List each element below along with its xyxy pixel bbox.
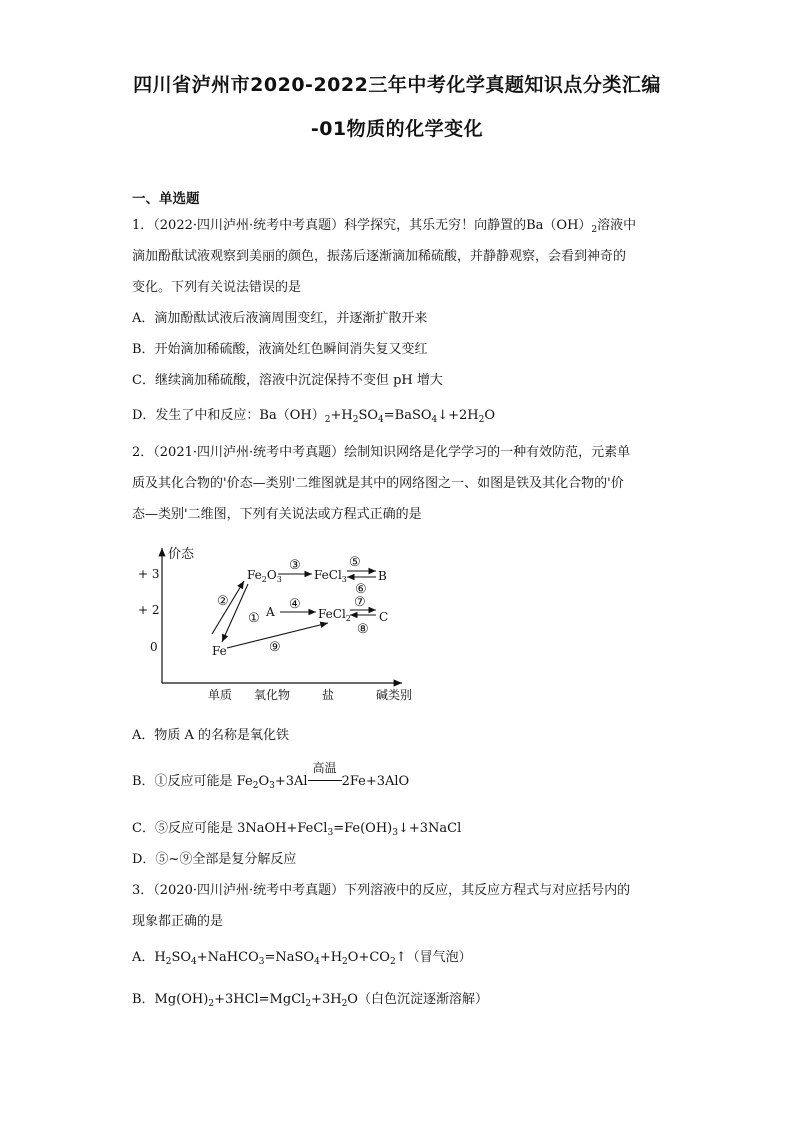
q2-stem-line-3: 态—类别'二维图，下列有关说法或方程式正确的是 xyxy=(132,507,422,522)
q2-stem-line-1: 2．（2021·四川泸州·统考中考真题）绘制知识网络是化学学习的一种有效防范，元素单 xyxy=(132,445,631,460)
q1-option-c: C．继续滴加稀硫酸，溶液中沉淀保持不变但 pH 增大 xyxy=(132,373,443,388)
node-a: A xyxy=(266,605,275,619)
y-tick-plus2: + 2 xyxy=(138,603,160,617)
label-7: ⑦ xyxy=(354,595,366,610)
y-tick-zero: 0 xyxy=(150,640,158,654)
document-title-line-1: 四川省泸州市2020-2022三年中考化学真题知识点分类汇编 xyxy=(133,74,661,96)
q1-stem-line-2: 滴加酚酞试液观察到美丽的颜色，振荡后逐渐滴加稀硫酸，并静静观察，会看到神奇的 xyxy=(132,249,627,264)
q1-option-b: B．开始滴加稀硫酸，液滴处红色瞬间消失复又变红 xyxy=(132,342,428,357)
q1-stem-line-3: 变化。下列有关说法错误的是 xyxy=(132,280,302,295)
section-heading: 一、单选题 xyxy=(132,191,200,207)
q1-stem-line-1: 1．（2022·四川泸州·统考中考真题）科学探究，其乐无穷！向静置的$Ba(OH)_2$溶液中 xyxy=(132,218,637,235)
y-axis-label: 价态 xyxy=(168,547,195,562)
reaction-condition: 高温 xyxy=(308,774,342,789)
label-9: ⑨ xyxy=(269,640,281,655)
label-8: ⑧ xyxy=(357,622,369,637)
q2-option-b: B．①反应可能是 $Fe_2O_3+3Al$ 高温 2Fe+3AlO xyxy=(132,761,410,791)
node-fe: Fe xyxy=(212,644,227,658)
arrow-1 xyxy=(222,584,248,642)
document-title-line-2: -01物质的化学变化 xyxy=(310,118,484,140)
label-5: ⑤ xyxy=(349,555,361,570)
q1-option-d: D．发生了中和反应：$Ba(OH)_2+H_2SO_4=BaSO_4↓+2H_2O$ xyxy=(132,408,496,425)
iron-valence-category-diagram xyxy=(132,538,432,703)
q3-option-a: A．$H_2SO_4+NaHCO_3=NaSO_4+H_2O+CO_2↑$（冒气泡） xyxy=(132,950,472,967)
q2-stem-line-2: 质及其化合物的'价态—类别'二维图就是其中的网络图之一、如图是铁及其化合物的'价 xyxy=(132,476,624,491)
y-tick-plus3: + 3 xyxy=(138,567,160,581)
q2-option-c: C．⑤反应可能是 $3NaOH+FeCl_3=Fe(OH)_3↓+3NaCl$ xyxy=(132,821,462,838)
node-fecl3: FeCl$_3$ xyxy=(314,568,347,584)
label-1: ① xyxy=(248,611,260,626)
label-3: ③ xyxy=(289,558,301,573)
label-6: ⑥ xyxy=(355,582,367,597)
node-fecl2: FeCl$_2$ xyxy=(318,607,351,623)
q2-option-a: A．物质 A 的名称是氧化铁 xyxy=(132,728,290,743)
q1-option-a: A．滴加酚酞试液后液滴周围变红，并逐渐扩散开来 xyxy=(132,311,428,326)
q3-option-b: B．$Mg(OH)_2+3HCl=MgCl_2+3H_2O$（白色沉淀逐渐溶解） xyxy=(132,992,488,1009)
label-4: ④ xyxy=(289,597,301,612)
node-fe2o3: $Fe_2O_3$ xyxy=(247,568,282,584)
q2-option-d: D．⑤~⑨全部是复分解反应 xyxy=(132,852,297,867)
x-tick-element: 单质 xyxy=(208,688,233,702)
node-b: B xyxy=(378,569,387,583)
node-c: C xyxy=(379,610,389,624)
q3-stem-line-1: 3．（2020·四川泸州·统考中考真题）下列溶液中的反应，其反应方程式与对应括号内的 xyxy=(132,883,631,898)
x-axis-label: 碱类别 xyxy=(376,688,413,702)
x-tick-salt: 盐 xyxy=(322,688,335,702)
q3-stem-line-2: 现象都正确的是 xyxy=(132,914,224,929)
x-tick-oxide: 氧化物 xyxy=(254,688,291,702)
label-2: ② xyxy=(217,594,229,609)
